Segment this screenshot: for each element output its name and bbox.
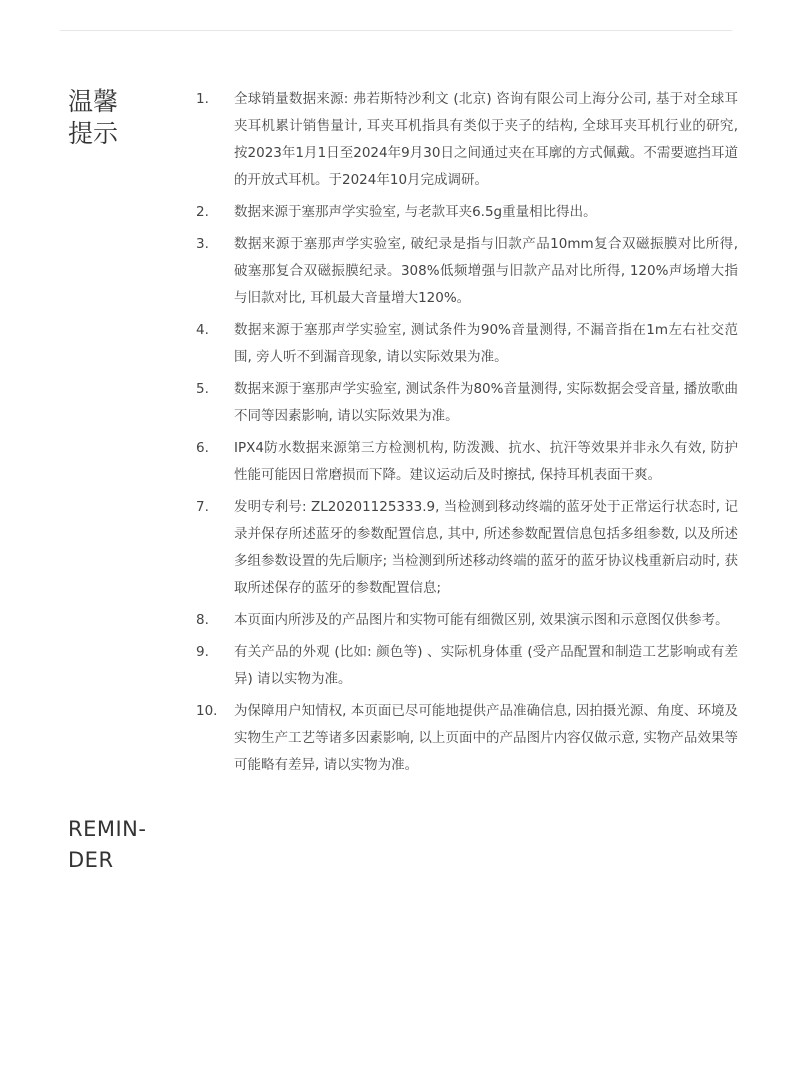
note-text: 数据来源于塞那声学实验室, 与老款耳夹6.5g重量相比得出。 — [234, 204, 597, 220]
note-number: 9. — [196, 644, 209, 660]
top-divider — [60, 30, 732, 31]
note-item-8 — [196, 607, 738, 634]
note-text: 数据来源于塞那声学实验室, 破纪录是指与旧款产品10mm复合双磁振膜对比所得, 破塞那复合双磁振膜纪录。308%低频增强与旧款产品对比所得, 120%声场增大指与旧款对比, 耳机最大音量增大120%。 — [234, 236, 738, 306]
note-number: 1. — [196, 91, 209, 107]
note-text: 全球销量数据来源: 弗若斯特沙利文 (北京) 咨询有限公司上海分公司, 基于对全球耳夹耳机累计销售量计, 耳夹耳机指具有类似于夹子的结构, 全球耳夹耳机行业的研究, 按2023年1月1日至2024年9月30日之间通过夹在耳廓的方式佩戴。不需要遮挡耳道的开放式耳机。于2024年10月完成调研。 — [234, 91, 738, 188]
note-text: 有关产品的外观 (比如: 颜色等) 、实际机身体重 (受产品配置和制造工艺影响或有差异) 请以实物为准。 — [234, 644, 738, 687]
note-number: 6. — [196, 440, 209, 456]
note-item-7 — [196, 494, 738, 602]
note-item-2 — [196, 199, 738, 226]
note-number: 5. — [196, 381, 209, 397]
note-text: 为保障用户知情权, 本页面已尽可能地提供产品准确信息, 因拍摄光源、角度、环境及实物生产工艺等诸多因素影响, 以上页面中的产品图片内容仅做示意, 实物产品效果等可能略有差异, 请以实物为准。 — [234, 703, 738, 773]
note-item-1 — [196, 86, 738, 194]
reminder-heading-en — [68, 814, 178, 876]
note-text: 数据来源于塞那声学实验室, 测试条件为80%音量测得, 实际数据会受音量, 播放歌曲不同等因素影响, 请以实际效果为准。 — [234, 381, 738, 424]
note-text: 数据来源于塞那声学实验室, 测试条件为90%音量测得, 不漏音指在1m左右社交范围, 旁人听不到漏音现象, 请以实际效果为准。 — [234, 322, 738, 365]
heading-cn-line1: 温馨 — [68, 87, 119, 116]
note-text: IPX4防水数据来源第三方检测机构, 防泼溅、抗水、抗汗等效果并非永久有效, 防护性能可能因日常磨损而下降。建议运动后及时擦拭, 保持耳机表面干爽。 — [234, 440, 738, 483]
note-number: 2. — [196, 204, 209, 220]
note-number: 3. — [196, 236, 209, 252]
note-item-10 — [196, 698, 738, 779]
note-number: 8. — [196, 612, 209, 628]
note-item-9 — [196, 639, 738, 693]
note-text: 本页面内所涉及的产品图片和实物可能有细微区别, 效果演示图和示意图仅供参考。 — [234, 612, 729, 628]
heading-en-line1: REMIN- — [68, 817, 147, 841]
note-item-3 — [196, 231, 738, 312]
note-item-4 — [196, 317, 738, 371]
notes-list — [196, 86, 738, 784]
note-number: 4. — [196, 322, 209, 338]
note-item-5 — [196, 376, 738, 430]
note-text: 发明专利号: ZL20201125333.9, 当检测到移动终端的蓝牙处于正常运行状态时, 记录并保存所述蓝牙的参数配置信息, 其中, 所述参数配置信息包括多组参数, 以及所述多组参数设置的先后顺序; 当检测到所述移动终端的蓝牙的蓝牙协议栈重新启动时, 获取所述保存的蓝牙的参数配置信息; — [234, 499, 738, 596]
heading-cn-line2: 提示 — [68, 119, 119, 148]
heading-en-line2: DER — [68, 848, 114, 872]
note-number: 10. — [196, 703, 218, 719]
note-item-6 — [196, 435, 738, 489]
note-number: 7. — [196, 499, 209, 515]
reminder-heading-cn — [68, 86, 178, 150]
